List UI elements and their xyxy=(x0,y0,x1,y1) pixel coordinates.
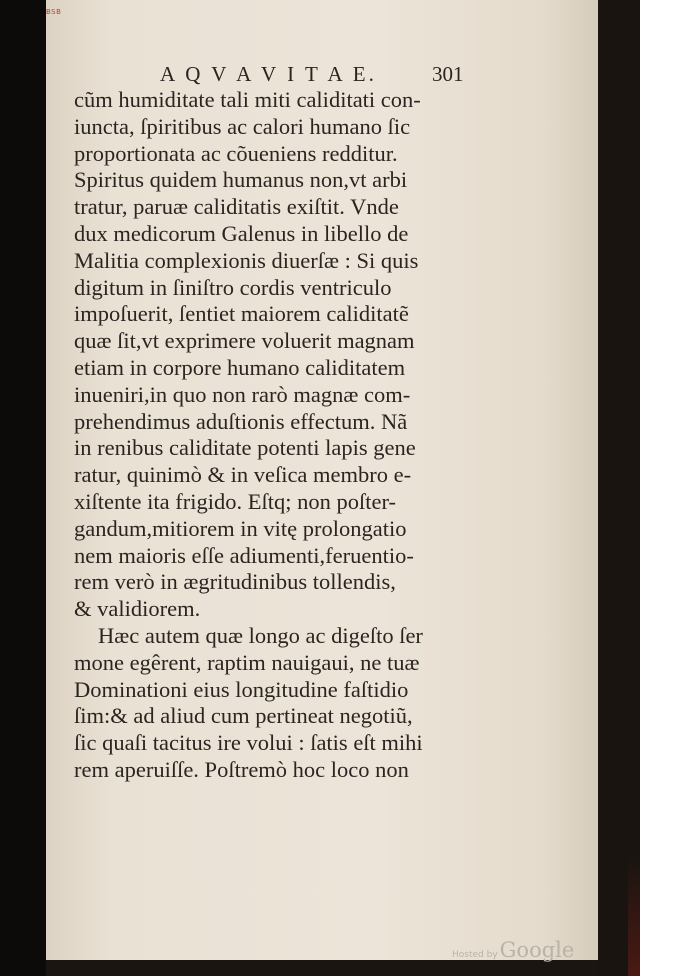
text-line: Spiritus quidem humanus non,vt arbi xyxy=(74,167,408,193)
body-text xyxy=(74,87,484,784)
text-line: ſic quaſi tacitus ire volui : ſatis eſt mihi xyxy=(74,730,423,756)
page-number: 301 xyxy=(432,62,464,86)
text-line: quæ ſit,vt exprimere voluerit magnam xyxy=(74,328,415,354)
text-line: ſim:& ad aliud cum pertineat negotiũ, xyxy=(74,703,413,729)
running-title: A Q V A V I T A E. xyxy=(160,62,377,86)
text-line: xiſtente ita frigido. Eſtq; non poſter- xyxy=(74,488,396,514)
hosted-by-label: Hosted by xyxy=(452,950,498,960)
text-line: cũm humiditate tali miti caliditati con- xyxy=(74,87,421,112)
text-line: tratur, paruæ caliditatis exiſtit. Vnde xyxy=(74,194,399,220)
text-line: inueniri,in quo non rarò magnæ com- xyxy=(74,381,411,407)
text-line: etiam in corpore humano caliditatem xyxy=(74,354,406,380)
text-line: rem aperuiſſe. Poſtremò hoc loco non xyxy=(74,756,409,782)
text-line: iuncta, ſpiritibus ac calori humano ſic xyxy=(74,113,411,139)
scan-bottom-border xyxy=(46,960,598,976)
google-logo: Google xyxy=(499,938,575,962)
text-line: & validiorem. xyxy=(74,596,201,622)
text-line: dux medicorum Galenus in libello de xyxy=(74,220,409,246)
text-line: impoſuerit, ſentiet maiorem caliditatẽ xyxy=(74,301,409,327)
text-line: ratur, quinimò & in veſica membro e- xyxy=(74,462,412,488)
scan-right-border xyxy=(598,0,640,976)
text-line: prehendimus aduſtionis effectum. Nã xyxy=(74,408,408,434)
text-line: gandum,mitiorem in vitę prolongatio xyxy=(74,515,407,541)
paragraph-start-line: Hæc autem quæ longo ac digeſto ſer xyxy=(98,622,423,648)
text-line: in renibus caliditate potenti lapis gene xyxy=(74,435,416,461)
text-line: digitum in ſiniſtro cordis ventriculo xyxy=(74,274,392,300)
text-line: nem maioris eſſe adiumenti,feruentio- xyxy=(74,542,414,568)
scan-left-border xyxy=(0,0,46,976)
scan-outer-margin xyxy=(640,0,690,976)
text-line: Dominationi eius longitudine faſtidio xyxy=(74,676,409,702)
text-line: rem verò in ægritudinibus tollendis, xyxy=(74,569,396,595)
hosted-by-watermark xyxy=(452,938,574,962)
library-corner-mark: BSB xyxy=(46,8,62,16)
text-line: Malitia complexionis diuerſæ : Si quis xyxy=(74,247,419,273)
text-line: mone egêrent, raptim nauigaui, ne tuæ xyxy=(74,649,420,675)
text-line: proportionata ac cõueniens redditur. xyxy=(74,140,398,166)
